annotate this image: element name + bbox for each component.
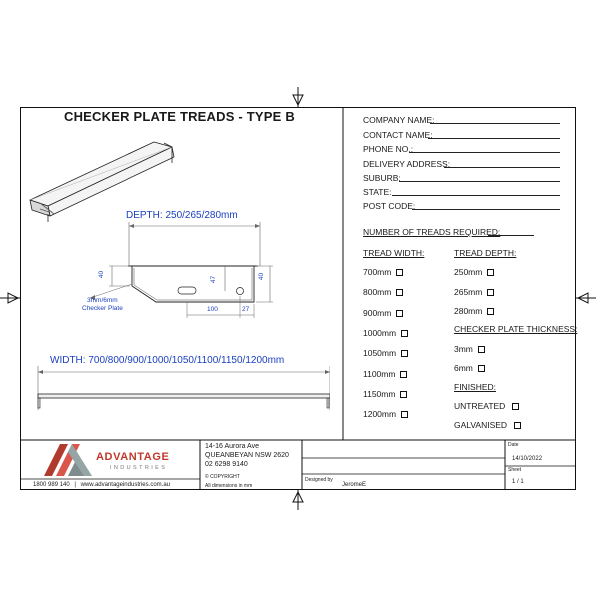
option-width-1200[interactable]	[363, 409, 408, 419]
option-label: 1050mm	[363, 348, 397, 358]
option-label: 6mm	[454, 363, 473, 373]
state-field[interactable]	[392, 195, 560, 196]
option-label: 800mm	[363, 287, 392, 297]
option-width-700[interactable]	[363, 267, 403, 277]
option-untreated[interactable]	[454, 401, 519, 411]
state-label: STATE:	[363, 187, 392, 197]
dimension-40-left: 40	[98, 270, 106, 279]
post-code-field[interactable]	[412, 209, 560, 210]
address-line-1: 14-16 Aurora Ave	[205, 443, 259, 450]
form-row-company-name	[363, 114, 560, 126]
copyright-note: © COPYRIGHT	[205, 474, 240, 480]
dimension-47: 47	[210, 275, 218, 284]
form-row-suburb	[363, 172, 560, 184]
company-name-field[interactable]	[430, 123, 560, 124]
form-row-contact-name	[363, 129, 560, 141]
post-code-label: POST CODE:	[363, 201, 416, 211]
option-depth-265[interactable]	[454, 287, 494, 297]
option-label: GALVANISED	[454, 420, 508, 430]
checkbox[interactable]	[400, 371, 407, 378]
checkbox[interactable]	[396, 310, 403, 317]
checkbox[interactable]	[396, 289, 403, 296]
checkbox[interactable]	[478, 346, 485, 353]
dimension-27: 27	[242, 306, 250, 313]
sheet-label: Sheet	[508, 467, 522, 473]
suburb-label: SUBURB:	[363, 173, 401, 183]
footer-contact-line	[33, 482, 170, 488]
option-label: 1150mm	[363, 389, 396, 399]
contact-name-label: CONTACT NAME:	[363, 130, 433, 140]
option-thickness-3mm[interactable]	[454, 344, 485, 354]
advantage-logo-icon	[42, 442, 94, 478]
option-label: 900mm	[363, 308, 392, 318]
checkbox[interactable]	[487, 308, 494, 315]
checkbox[interactable]	[401, 330, 408, 337]
designed-by-label: Designed by	[305, 477, 333, 483]
form-row-post-code	[363, 200, 560, 212]
dimensions-note: All dimensions in mm	[205, 483, 253, 489]
checkbox[interactable]	[514, 422, 521, 429]
checkbox[interactable]	[487, 269, 494, 276]
option-label: 250mm	[454, 267, 483, 277]
option-depth-250[interactable]	[454, 267, 494, 277]
logo-name: ADVANTAGE	[96, 451, 170, 463]
option-label: 700mm	[363, 267, 392, 277]
option-width-1100[interactable]	[363, 369, 407, 379]
tread-front-view-drawing	[30, 362, 330, 412]
date-label: Date	[508, 442, 519, 448]
checkbox[interactable]	[512, 403, 519, 410]
suburb-field[interactable]	[399, 181, 560, 182]
option-label: 1000mm	[363, 328, 397, 338]
checkbox[interactable]	[396, 269, 403, 276]
option-width-900[interactable]	[363, 308, 403, 318]
material-note-line1: 3mm/6mm	[87, 297, 118, 304]
logo-subtitle: INDUSTRIES	[110, 465, 168, 471]
delivery-address-label: DELIVERY ADDRESS:	[363, 159, 451, 169]
number-of-treads-label: NUMBER OF TREADS REQUIRED:	[363, 227, 501, 237]
sheet-value: 1 / 1	[512, 479, 524, 485]
checkbox[interactable]	[400, 391, 407, 398]
finished-heading: FINISHED:	[454, 382, 497, 392]
option-label: 1100mm	[363, 369, 396, 379]
date-value: 14/10/2022	[512, 456, 543, 462]
number-of-treads-field[interactable]	[488, 235, 534, 236]
option-label: 265mm	[454, 287, 483, 297]
option-thickness-6mm[interactable]	[454, 363, 485, 373]
page-title: CHECKER PLATE TREADS - TYPE B	[64, 109, 295, 124]
tread-width-heading: TREAD WIDTH:	[363, 248, 425, 258]
thickness-heading: CHECKER PLATE THICKNESS:	[454, 324, 578, 334]
form-row-phone	[363, 143, 560, 155]
address-line-2: QUEANBEYAN NSW 2620	[205, 452, 289, 459]
website-link[interactable]: www.advantageindustries.com.au	[80, 482, 170, 488]
checkbox[interactable]	[401, 350, 408, 357]
tread-depth-heading: TREAD DEPTH:	[454, 248, 517, 258]
material-note-line2: Checker Plate	[82, 305, 123, 312]
option-label: 280mm	[454, 306, 483, 316]
company-name-label: COMPANY NAME:	[363, 115, 435, 125]
depth-label: DEPTH: 250/265/280mm	[126, 210, 238, 221]
option-depth-280[interactable]	[454, 306, 494, 316]
option-label: UNTREATED	[454, 401, 506, 411]
delivery-address-field[interactable]	[444, 167, 560, 168]
designer-name: JeromeE	[342, 482, 367, 488]
dimension-40-right: 40	[258, 272, 266, 281]
checkbox[interactable]	[478, 365, 485, 372]
checkbox[interactable]	[401, 411, 408, 418]
option-galvanised[interactable]	[454, 420, 521, 430]
checkbox[interactable]	[487, 289, 494, 296]
option-width-1050[interactable]	[363, 348, 408, 358]
option-width-800[interactable]	[363, 287, 403, 297]
form-row-state	[363, 186, 560, 198]
footer-phone: 1800 989 140	[33, 482, 70, 488]
option-label: 3mm	[454, 344, 473, 354]
form-row-delivery-address	[363, 158, 560, 170]
contact-name-field[interactable]	[428, 138, 560, 139]
width-label: WIDTH: 700/800/900/1000/1050/1100/1150/1200mm	[50, 355, 285, 366]
dimension-100: 100	[207, 306, 218, 313]
option-width-1150[interactable]	[363, 389, 407, 399]
address-line-3: 02 6298 9140	[205, 461, 248, 468]
phone-label: PHONE NO.:	[363, 144, 414, 154]
phone-field[interactable]	[409, 152, 560, 153]
option-label: 1200mm	[363, 409, 397, 419]
footer-separator: |	[74, 482, 76, 488]
option-width-1000[interactable]	[363, 328, 408, 338]
